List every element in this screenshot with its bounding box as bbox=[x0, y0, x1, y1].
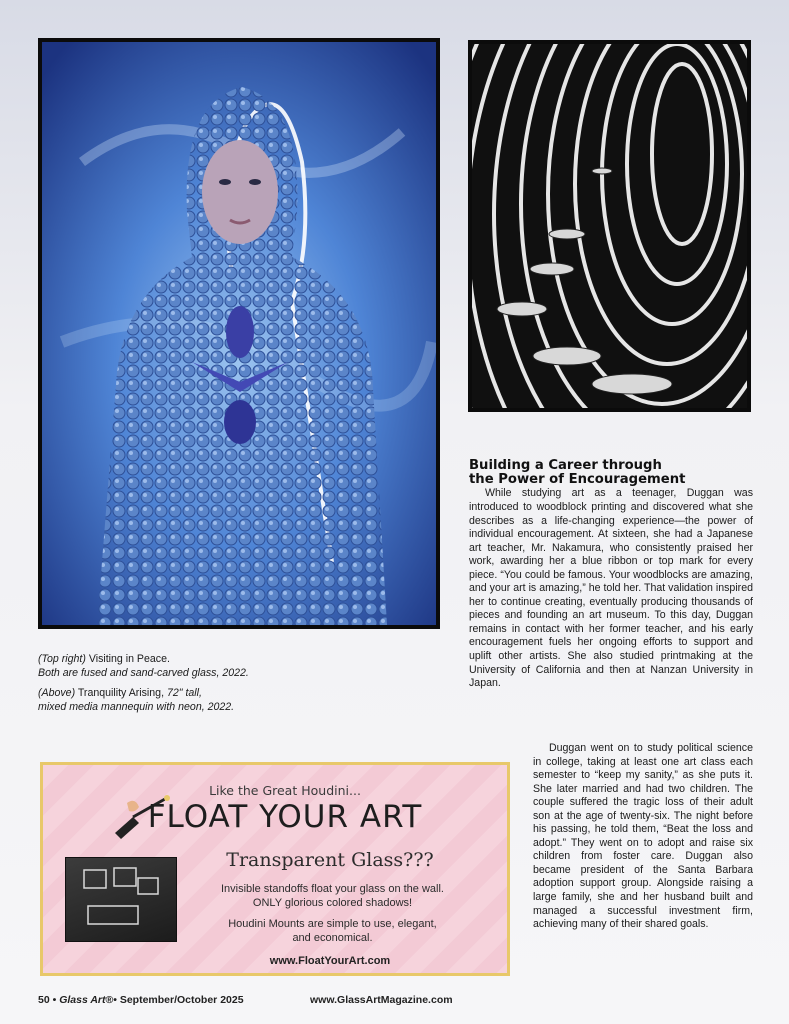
caption-prefix: (Top right) bbox=[38, 653, 86, 665]
footer-website[interactable]: www.GlassArtMagazine.com bbox=[310, 994, 453, 1006]
caption-title: Visiting in Peace. bbox=[88, 653, 170, 665]
magazine-name: Glass Art bbox=[59, 994, 106, 1006]
page-number: 50 • bbox=[38, 994, 57, 1006]
photo-tranquility-arising bbox=[38, 38, 440, 629]
caption-detail: Both are fused and sand-carved glass, 2022. bbox=[38, 666, 249, 679]
caption-title: Tranquility Arising, bbox=[77, 687, 165, 700]
ad-tagline: Like the Great Houdini... bbox=[209, 783, 361, 798]
photo-visiting-in-peace bbox=[468, 40, 751, 412]
page-footer-left bbox=[38, 994, 244, 1006]
advertisement-float-your-art[interactable] bbox=[40, 762, 510, 976]
caption-detail: mixed media mannequin with neon, 2022. bbox=[38, 700, 235, 713]
ad-text-line: and economical. bbox=[292, 932, 373, 944]
ad-text-line: Invisible standoffs float your glass on the wall. bbox=[221, 883, 444, 895]
ad-text-line: ONLY glorious colored shadows! bbox=[252, 897, 413, 909]
issue-date: ®• September/October 2025 bbox=[105, 994, 244, 1006]
article-paragraph: Duggan went on to study political science in college, taking at least one art class each semester to “keep my sanity,” as she puts it. She later married and had two children. The couple suffered the tragic loss of their adult son at the age of twenty-six. The night before his passing, he told them, “Beat the loss and adopt.” They went on to adopt and raise six children from foster care. Duggan also became president of the Santa Barbara adoption support group. Alongside raising a large family, she and her husband built and managed a successful investment firm, achieving many of their shared goals. bbox=[533, 742, 753, 931]
article-section bbox=[469, 459, 753, 691]
article-continued bbox=[533, 742, 753, 932]
ad-text-line: Houdini Mounts are simple to use, elegant, bbox=[228, 918, 437, 930]
ad-subtitle: Transparent Glass??? bbox=[226, 849, 434, 871]
caption-prefix: (Above) bbox=[38, 687, 76, 700]
ad-title: FLOAT YOUR ART bbox=[147, 799, 423, 835]
ad-website-link[interactable]: www.FloatYourArt.com bbox=[269, 955, 391, 967]
photo-captions bbox=[38, 653, 298, 721]
heading-line: the Power of Encouragement bbox=[469, 472, 686, 488]
mannequin-illustration bbox=[42, 42, 436, 625]
caption-top-right bbox=[38, 653, 298, 680]
article-paragraph: While studying art as a teenager, Duggan was introduced to woodblock printing and discovered what she describes as a life-changing experience—the power of individual encouragement. At sixteen, she had a Japanese art teacher, Mr. Nakamura, who consistently praised her work, awarding her a blue ribbon or top mark for every piece. “You could be famous. Your woodblocks are amazing, and your art is amazing,” he told her. That validation inspired her to continue creating, eventually producing thousands of pieces and founding an art museum. To this day, Duggan remains in contact with her former teacher, and his early encouragement fuels her ongoing efforts to support and uplift other artists. She also studied printmaking at the University of California and then at Nanzan University in Japan. bbox=[469, 487, 753, 690]
caption-above bbox=[38, 687, 298, 714]
section-heading bbox=[469, 459, 753, 487]
swirl-illustration bbox=[472, 44, 747, 408]
heading-line: Building a Career through bbox=[469, 458, 662, 473]
caption-detail: 72" tall, bbox=[166, 687, 202, 700]
